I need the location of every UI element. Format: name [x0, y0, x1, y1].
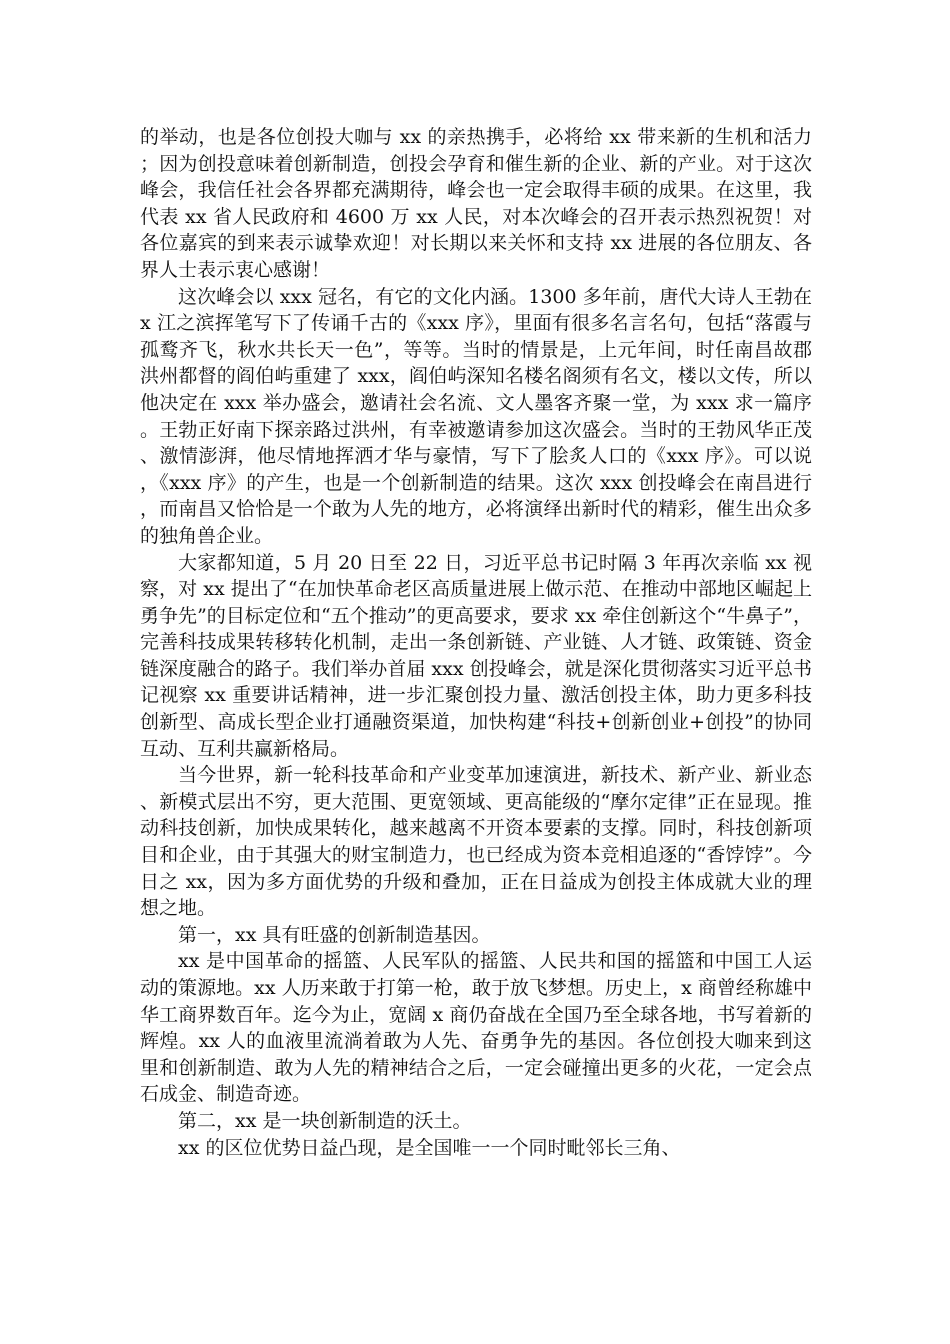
paragraph-4: 当今世界，新一轮科技革命和产业变革加速演进，新技术、新产业、新业态、新模式层出不穷，更大范围、更宽领域、更高能级的“摩尔定律”正在显现。推动科技创新，加快成果转化，越来越离不开资本要素的支撑。同时，科技创新项目和企业，由于其强大的财宝制造力，也已经成为资本竞相追逐的“香饽饽”。今日之 xx，因为多方面优势的升级和叠加，正在日益成为创投主体成就大业的理想之地。: [140, 764, 812, 920]
paragraph-8: xx 的区位优势日益凸现，是全国唯一一个同时毗邻长三角、: [178, 1136, 681, 1159]
paragraph-1: 的举动，也是各位创投大咖与 xx 的亲热携手，必将给 xx 带来新的生机和活力；因为创投意味着创新制造，创投会孕育和催生新的企业、新的产业。对于这次峰会，我信任社会各界都充满期待，峰会也一定会取得丰硕的成果。在这里，我代表 xx 省人民政府和 4600 万 xx 人民，对本次峰会的召开表示热烈祝贺！对各位嘉宾的到来表示诚挚欢迎！对长期以来关怀和支持 xx 进展的各位朋友、各界人士表示衷心感谢！: [140, 126, 812, 281]
document-body: [140, 124, 812, 1161]
paragraph-7-heading-second: 第二，xx 是一块创新制造的沃土。: [178, 1109, 472, 1132]
paragraph-5-heading-first: 第一，xx 具有旺盛的创新制造基因。: [178, 923, 491, 946]
paragraph-2: 这次峰会以 xxx 冠名，有它的文化内涵。1300 多年前，唐代大诗人王勃在 x 江之滨挥笔写下了传诵千古的《xxx 序》，里面有很多名言名句，包括“落霞与孤鹜齐飞，秋水共长天一色”，等等。当时的情景是，上元年间，时任南昌故郡洪州都督的阎伯屿重建了 xxx，阎伯屿深知名楼名阁须有名文，楼以文传，所以他决定在 xxx 举办盛会，邀请社会名流、文人墨客齐聚一堂，为 xxx 求一篇序。王勃正好南下探亲路过洪州，有幸被邀请参加这次盛会。当时的王勃风华正茂、激情澎湃，他尽情地挥洒才华与豪情，写下了脍炙人口的《xxx 序》。可以说，《xxx 序》的产生，也是一个创新制造的结果。这次 xxx 创投峰会在南昌进行，而南昌又恰恰是一个敢为人先的地方，必将演绎出新时代的精彩，催生出众多的独角兽企业。: [140, 285, 812, 547]
paragraph-3: 大家都知道，5 月 20 日至 22 日，习近平总书记时隔 3 年再次亲临 xx 视察，对 xx 提出了“在加快革命老区高质量进展上做示范、在推动中部地区崛起上勇争先”的目标定位和“五个推动”的更高要求，要求 xx 牵住创新这个“牛鼻子”，完善科技成果转移转化机制，走出一条创新链、产业链、人才链、政策链、资金链深度融合的路子。我们举办首届 xxx 创投峰会，就是深化贯彻落实习近平总书记视察 xx 重要讲话精神，进一步汇聚创投力量、激活创投主体，助力更多科技创新型、高成长型企业打通融资渠道，加快构建“科技+创新创业+创投”的协同互动、互利共赢新格局。: [140, 551, 812, 760]
paragraph-6: xx 是中国革命的摇篮、人民军队的摇篮、人民共和国的摇篮和中国工人运动的策源地。xx 人历来敢于打第一枪，敢于放飞梦想。历史上，x 商曾经称雄中华工商界数百年。迄今为止，宽阔 x 商仍奋战在全国乃至全球各地，书写着新的辉煌。xx 人的血液里流淌着敢为人先、奋勇争先的基因。各位创投大咖来到这里和创新制造、敢为人先的精神结合之后，一定会碰撞出更多的火花，一定会点石成金、制造奇迹。: [140, 950, 812, 1106]
